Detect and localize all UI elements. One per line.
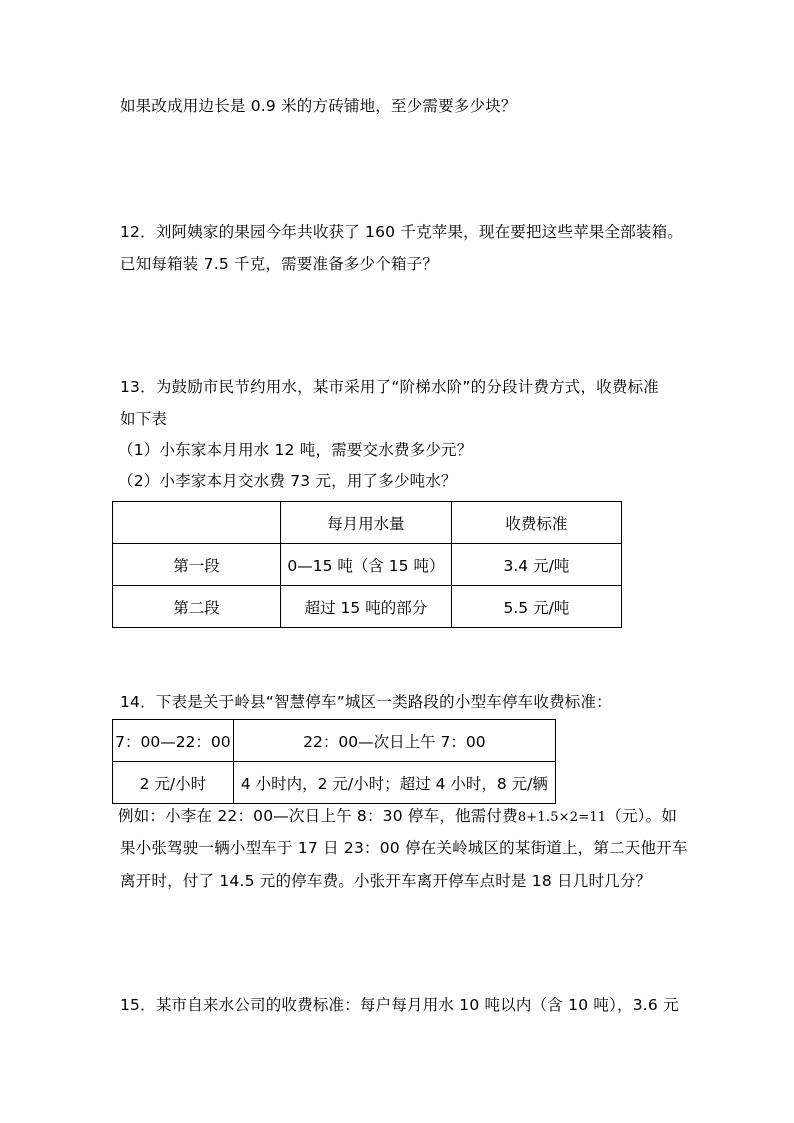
q12-text-line2: 已知每箱装 7.5 千克，需要准备多少个箱子？: [120, 255, 439, 273]
table-header-cell: 7：00—22：00: [113, 720, 234, 762]
table-header-cell: 收费标准: [451, 502, 621, 544]
table-header-row: [113, 502, 622, 544]
table-row: [113, 544, 622, 586]
q14-example-text-end: （元）。如: [606, 807, 678, 825]
q13-subquestion-1: （1）小东家本月用水 12 吨，需要交水费多少元？: [118, 441, 473, 459]
table-header-cell: 每月用水量: [280, 502, 451, 544]
table-cell: 2 元/小时: [113, 762, 234, 804]
q12-text-line1: 12．刘阿姨家的果园今年共收获了 160 千克苹果，现在要把这些苹果全部装箱。: [120, 223, 683, 241]
water-fee-table: [112, 501, 622, 628]
q13-text-line1: 13．为鼓励市民节约用水，某市采用了“阶梯水阶”的分段计费方式，收费标准: [120, 378, 659, 396]
table-header-cell: 22：00—次日上午 7：00: [233, 720, 555, 762]
q15-text-line1: 15．某市自来水公司的收费标准：每户每月用水 10 吨以内（含 10 吨），3.6 元: [120, 996, 679, 1014]
table-row: [113, 586, 622, 628]
table-cell: 5.5 元/吨: [451, 586, 621, 628]
parking-fee-table: [112, 719, 556, 804]
q14-text-line1: 14．下表是关于岭县“智慧停车”城区一类路段的小型车停车收费标准：: [120, 693, 612, 711]
table-cell: 0—15 吨（含 15 吨）: [280, 544, 451, 586]
q13-subquestion-2: （2）小李家本月交水费 73 元，用了多少吨水？: [118, 472, 457, 490]
table-cell: 第二段: [113, 586, 281, 628]
table-cell: 4 小时内，2 元/小时；超过 4 小时，8 元/辆: [233, 762, 555, 804]
q13-text-line2: 如下表: [120, 410, 168, 428]
q11-continuation-text: 如果改成用边长是 0.9 米的方砖铺地，至少需要多少块？: [120, 97, 517, 115]
q14-example-formula: 8+1.5×2=11: [517, 810, 607, 825]
q14-text-line3: 果小张驾驶一辆小型车于 17 日 23：00 停在关岭城区的某街道上，第二天他开车: [120, 839, 688, 857]
table-cell: 第一段: [113, 544, 281, 586]
table-header-row: [113, 720, 556, 762]
table-header-cell: [113, 502, 281, 544]
q14-text-line4: 离开时，付了 14.5 元的停车费。小张开车离开停车点时是 18 日几时几分？: [120, 872, 652, 890]
table-row: [113, 762, 556, 804]
table-cell: 3.4 元/吨: [451, 544, 621, 586]
q14-example-line: [118, 806, 677, 828]
table-cell: 超过 15 吨的部分: [280, 586, 451, 628]
q14-example-text: 例如：小李在 22：00—次日上午 8：30 停车，他需付费: [118, 807, 518, 825]
